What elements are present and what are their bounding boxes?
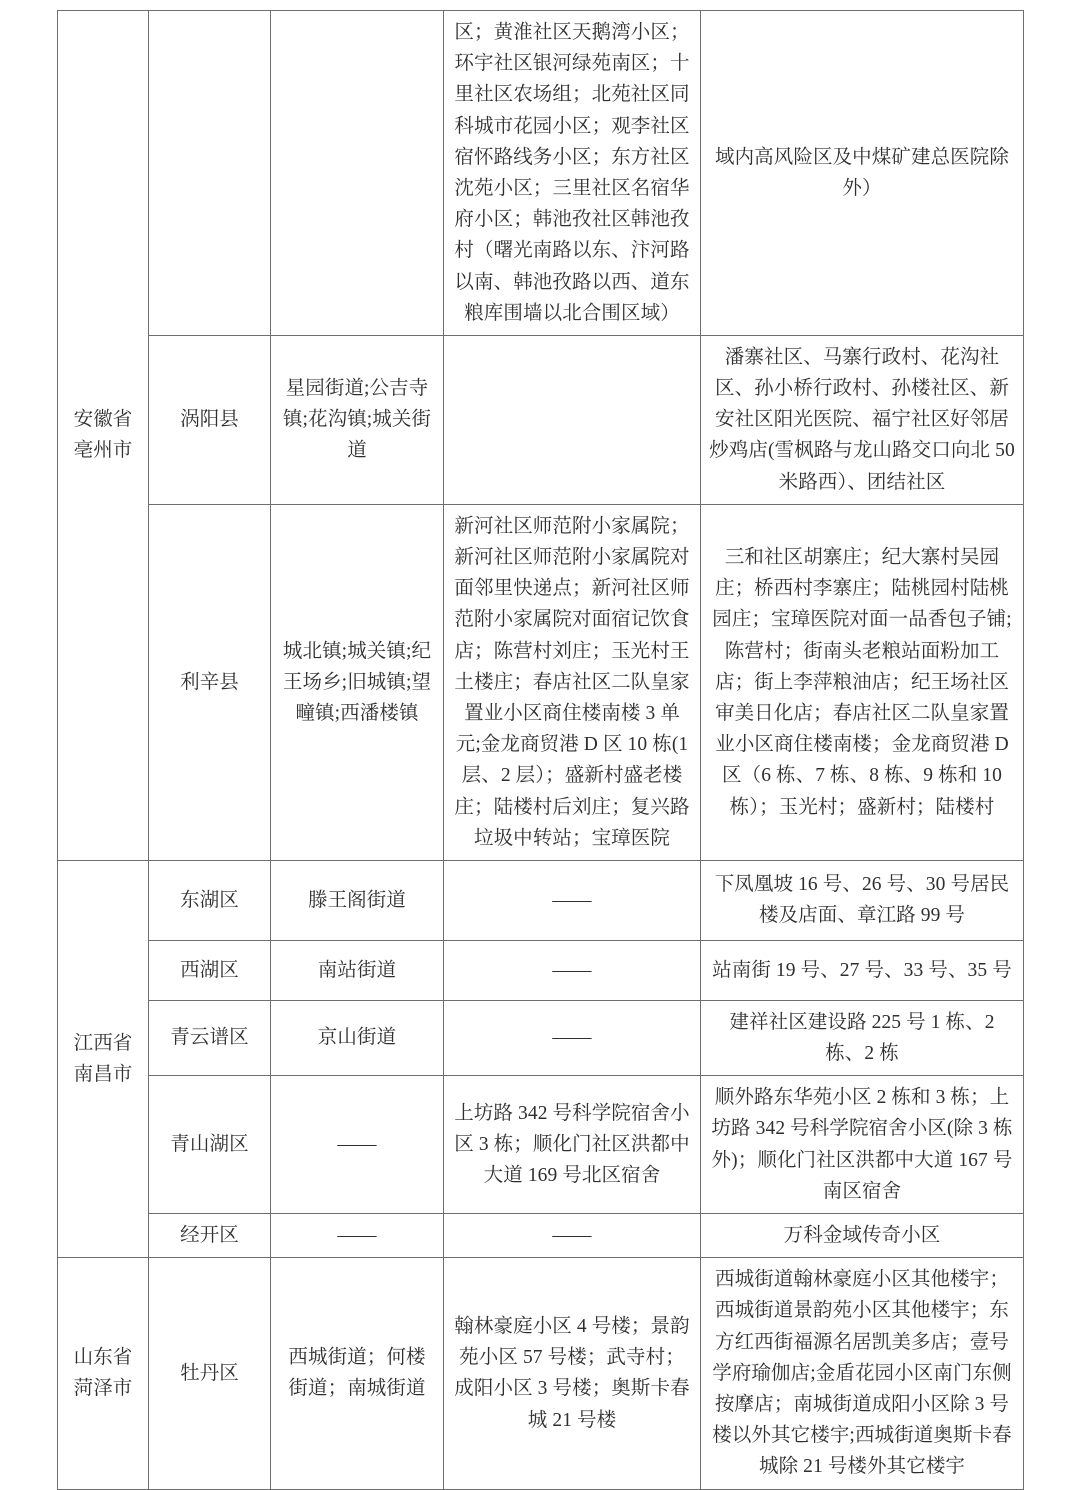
detail-risk-qingyunpu: 建祥社区建设路 225 号 1 栋、2 栋、2 栋	[701, 1000, 1024, 1075]
middle-risk-jingkai: ——	[444, 1214, 701, 1258]
county-label-jingkai: 经开区	[149, 1214, 271, 1258]
table-body	[58, 11, 1024, 1490]
detail-risk-jingkai: 万科金域传奇小区	[701, 1214, 1024, 1258]
street-label-continuation	[271, 11, 444, 336]
detail-risk-qingshanhu: 顺外路东华苑小区 2 栋和 3 栋；上坊路 342 号科学院宿舍小区(除 3 栋外)；顺化门社区洪都中大道 167 号南区宿舍	[701, 1076, 1024, 1214]
street-list-guoyang: 星园街道;公吉寺镇;花沟镇;城关街道	[271, 335, 444, 504]
middle-risk-donghu: ——	[444, 860, 701, 940]
middle-risk-mudan: 翰林豪庭小区 4 号楼；景韵苑小区 57 号楼；武寺村；成阳小区 3 号楼；奥斯卡春城 21 号楼	[444, 1258, 701, 1489]
detail-risk-donghu: 下凤凰坡 16 号、26 号、30 号居民楼及店面、章江路 99 号	[701, 860, 1024, 940]
table-row	[58, 1214, 1024, 1258]
table-row	[58, 860, 1024, 940]
county-label-donghu: 东湖区	[149, 860, 271, 940]
county-label-continuation	[149, 11, 271, 336]
risk-area-table	[57, 10, 1024, 1490]
region-label-jiangxi: 江西省南昌市	[58, 860, 149, 1257]
detail-risk-xihu: 站南街 19 号、27 号、33 号、35 号	[701, 940, 1024, 1000]
middle-risk-guoyang	[444, 335, 701, 504]
county-label-qingshanhu: 青山湖区	[149, 1076, 271, 1214]
table-row	[58, 1258, 1024, 1489]
detail-risk-lixin: 三和社区胡寨庄；纪大寨村吴园庄；桥西村李寨庄；陆桃园村陆桃园庄；宝璋医院对面一品香包子铺;陈营村；街南头老粮站面粉加工店；街上李萍粮油店；纪王场社区审美日化店；春店社区二队皇家置业小区商住楼南楼；金龙商贸港 D 区（6 栋、7 栋、8 栋、9 栋和 10 栋）；玉光村；盛新村；陆楼村	[701, 504, 1024, 860]
detail-risk-mudan: 西城街道翰林豪庭小区其他楼宇；西城街道景韵苑小区其他楼宇；东方红西街福源名居凯美多店；壹号学府瑜伽店;金盾花园小区南门东侧按摩店；南城街道成阳小区除 3 号楼以外其它楼宇;西城街道奥斯卡春城除 21 号楼外其它楼宇	[701, 1258, 1024, 1489]
region-label-anhui: 安徽省亳州市	[58, 11, 149, 861]
county-label-xihu: 西湖区	[149, 940, 271, 1000]
street-list-qingshanhu: ——	[271, 1076, 444, 1214]
street-list-mudan: 西城街道；何楼街道；南城街道	[271, 1258, 444, 1489]
middle-risk-continuation: 区；黄淮社区天鹅湾小区；环宇社区银河绿苑南区；十里社区农场组；北苑社区同科城市花园小区；观李社区宿怀路线务小区；东方社区沈苑小区；三里社区名宿华府小区；韩池孜社区韩池孜村（曙光南路以东、汴河路以南、韩池孜路以西、道东粮库围墙以北合围区域）	[444, 11, 701, 336]
middle-risk-xihu: ——	[444, 940, 701, 1000]
county-label-lixin: 利辛县	[149, 504, 271, 860]
street-list-qingyunpu: 京山街道	[271, 1000, 444, 1075]
table-row	[58, 11, 1024, 336]
table-row	[58, 335, 1024, 504]
street-list-donghu: 滕王阁街道	[271, 860, 444, 940]
region-label-shandong: 山东省菏泽市	[58, 1258, 149, 1489]
street-list-lixin: 城北镇;城关镇;纪王场乡;旧城镇;望疃镇;西潘楼镇	[271, 504, 444, 860]
detail-risk-continuation: 域内高风险区及中煤矿建总医院除外）	[701, 11, 1024, 336]
table-row	[58, 1076, 1024, 1214]
county-label-qingyunpu: 青云谱区	[149, 1000, 271, 1075]
table-row	[58, 1000, 1024, 1075]
middle-risk-lixin: 新河社区师范附小家属院；新河社区师范附小家属院对面邻里快递点；新河社区师范附小家属院对面宿记饮食店；陈营村刘庄；玉光村王土楼庄；春店社区二队皇家置业小区商住楼南楼 3 单元;金龙商贸港 D 区 10 栋(1 层、2 层）；盛新村盛老楼庄；陆楼村后刘庄；复兴路垃圾中转站；宝璋医院	[444, 504, 701, 860]
county-label-guoyang: 涡阳县	[149, 335, 271, 504]
middle-risk-qingshanhu: 上坊路 342 号科学院宿舍小区 3 栋；顺化门社区洪都中大道 169 号北区宿舍	[444, 1076, 701, 1214]
street-list-jingkai: ——	[271, 1214, 444, 1258]
middle-risk-qingyunpu: ——	[444, 1000, 701, 1075]
table-row	[58, 504, 1024, 860]
table-row	[58, 940, 1024, 1000]
street-list-xihu: 南站街道	[271, 940, 444, 1000]
county-label-mudan: 牡丹区	[149, 1258, 271, 1489]
detail-risk-guoyang: 潘寨社区、马寨行政村、花沟社区、孙小桥行政村、孙楼社区、新安社区阳光医院、福宁社区好邻居炒鸡店(雪枫路与龙山路交口向北 50 米路西）、团结社区	[701, 335, 1024, 504]
